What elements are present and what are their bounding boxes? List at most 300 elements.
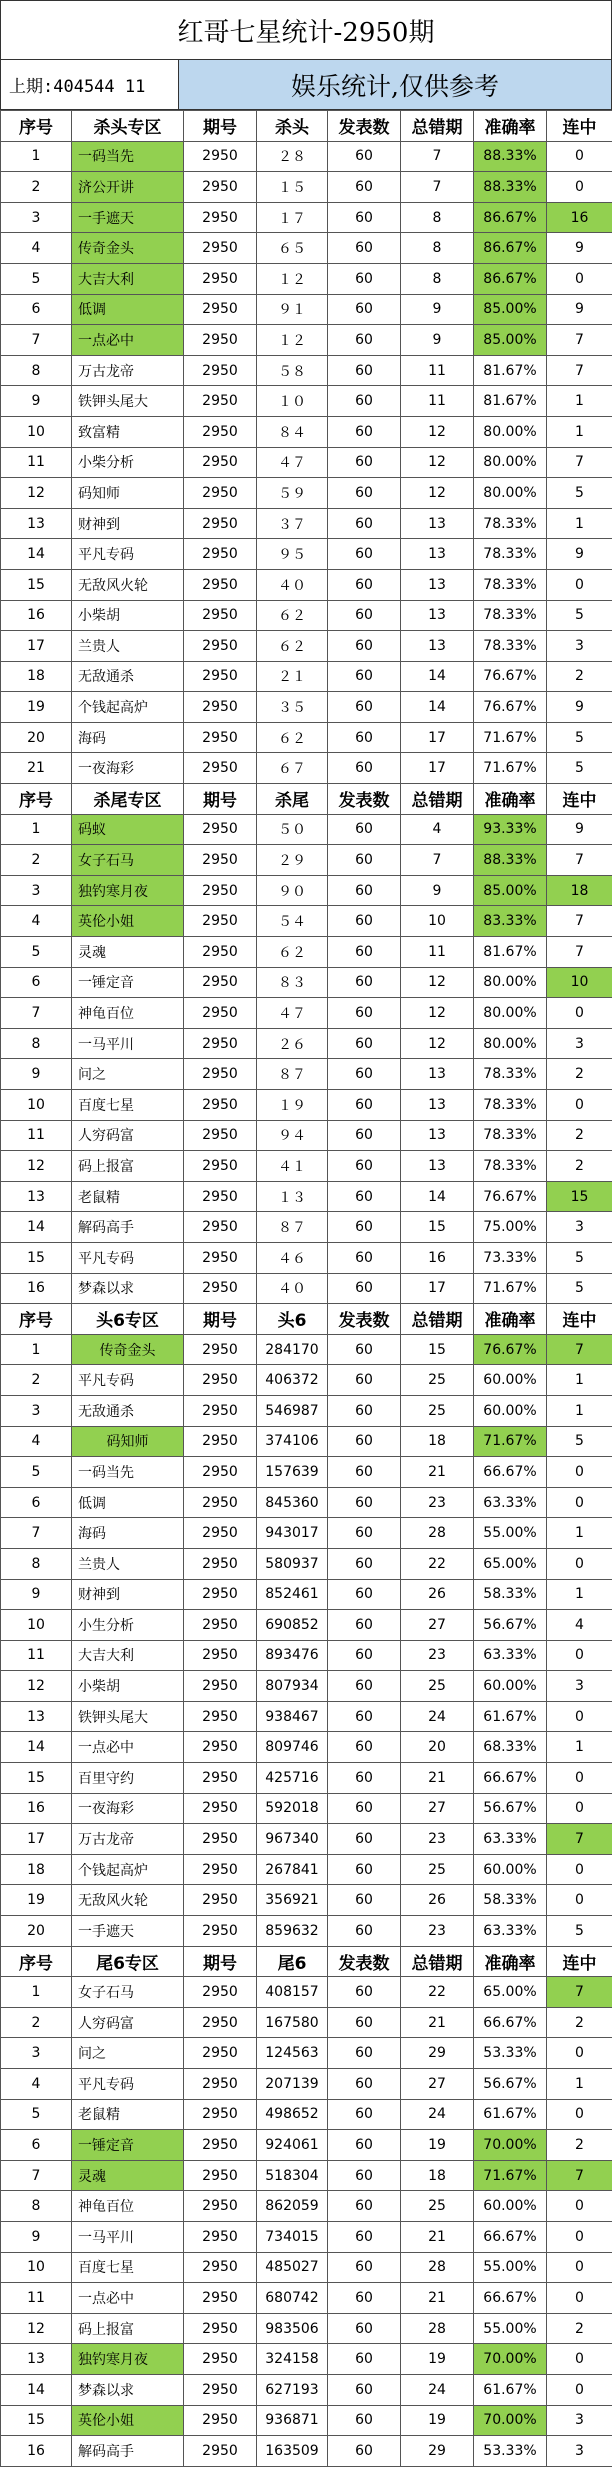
- cell-name: 独钓寒月夜: [72, 2344, 184, 2375]
- cell-errors: 12: [401, 998, 474, 1029]
- cell-value: 498652: [257, 2099, 328, 2130]
- header-issue: 期号: [184, 784, 257, 815]
- cell-name: 无敌风火轮: [72, 569, 184, 600]
- cell-index: 4: [1, 2069, 72, 2100]
- cell-index: 10: [1, 2252, 72, 2283]
- cell-streak: 5: [547, 1916, 612, 1947]
- table-row: [1, 233, 612, 264]
- header-accuracy: 准确率: [474, 784, 547, 815]
- cell-streak: 0: [547, 172, 612, 203]
- cell-index: 20: [1, 722, 72, 753]
- cell-name: 万古龙帝: [72, 1824, 184, 1855]
- cell-name: 平凡专码: [72, 539, 184, 570]
- cell-streak: 0: [547, 1640, 612, 1671]
- table-row: [1, 1426, 612, 1457]
- cell-issue: 2950: [184, 1916, 257, 1947]
- cell-accuracy: 56.67%: [474, 1793, 547, 1824]
- cell-accuracy: 63.33%: [474, 1824, 547, 1855]
- cell-index: 1: [1, 1334, 72, 1365]
- cell-value: １０: [257, 386, 328, 417]
- cell-posts: 60: [328, 355, 401, 386]
- header-posts: 发表数: [328, 1946, 401, 1977]
- cell-issue: 2950: [184, 1028, 257, 1059]
- table-row: [1, 1518, 612, 1549]
- cell-accuracy: 78.33%: [474, 1059, 547, 1090]
- cell-value: ８３: [257, 967, 328, 998]
- cell-name: 百度七星: [72, 2252, 184, 2283]
- cell-streak: 0: [547, 263, 612, 294]
- cell-issue: 2950: [184, 967, 257, 998]
- cell-posts: 60: [328, 1763, 401, 1794]
- cell-value: 893476: [257, 1640, 328, 1671]
- table-row: [1, 2069, 612, 2100]
- cell-value: １７: [257, 202, 328, 233]
- cell-accuracy: 56.67%: [474, 2069, 547, 2100]
- cell-errors: 25: [401, 1395, 474, 1426]
- table-row: [1, 631, 612, 662]
- cell-name: 一手遮天: [72, 1916, 184, 1947]
- cell-value: ９５: [257, 539, 328, 570]
- cell-value: 124563: [257, 2038, 328, 2069]
- cell-index: 2: [1, 2007, 72, 2038]
- cell-posts: 60: [328, 1334, 401, 1365]
- cell-accuracy: 63.33%: [474, 1640, 547, 1671]
- cell-name: 传奇金头: [72, 233, 184, 264]
- table-row: [1, 569, 612, 600]
- cell-accuracy: 76.67%: [474, 692, 547, 723]
- cell-index: 18: [1, 1854, 72, 1885]
- cell-errors: 7: [401, 141, 474, 172]
- cell-posts: 60: [328, 1120, 401, 1151]
- table-row: [1, 1854, 612, 1885]
- cell-posts: 60: [328, 2221, 401, 2252]
- cell-issue: 2950: [184, 1242, 257, 1273]
- table-row: [1, 1395, 612, 1426]
- cell-value: 406372: [257, 1365, 328, 1396]
- cell-value: 734015: [257, 2221, 328, 2252]
- cell-name: 老鼠精: [72, 2099, 184, 2130]
- cell-accuracy: 68.33%: [474, 1732, 547, 1763]
- cell-accuracy: 63.33%: [474, 1916, 547, 1947]
- cell-errors: 9: [401, 294, 474, 325]
- cell-issue: 2950: [184, 539, 257, 570]
- cell-index: 13: [1, 2344, 72, 2375]
- cell-value: 485027: [257, 2252, 328, 2283]
- cell-value: ６７: [257, 753, 328, 784]
- cell-name: 平凡专码: [72, 1365, 184, 1396]
- cell-issue: 2950: [184, 2283, 257, 2314]
- cell-issue: 2950: [184, 2099, 257, 2130]
- cell-accuracy: 78.33%: [474, 600, 547, 631]
- cell-name: 梦森以求: [72, 2374, 184, 2405]
- cell-accuracy: 61.67%: [474, 2374, 547, 2405]
- cell-issue: 2950: [184, 263, 257, 294]
- cell-index: 10: [1, 1090, 72, 1121]
- cell-posts: 60: [328, 906, 401, 937]
- header-errors: 总错期: [401, 784, 474, 815]
- header-issue: 期号: [184, 1946, 257, 1977]
- cell-streak: 9: [547, 294, 612, 325]
- cell-issue: 2950: [184, 1212, 257, 1243]
- cell-errors: 13: [401, 600, 474, 631]
- cell-posts: 60: [328, 1916, 401, 1947]
- cell-value: ４６: [257, 1242, 328, 1273]
- cell-value: ３７: [257, 508, 328, 539]
- cell-streak: 7: [547, 355, 612, 386]
- cell-errors: 21: [401, 2283, 474, 2314]
- cell-posts: 60: [328, 416, 401, 447]
- table-row: [1, 1916, 612, 1947]
- cell-value: ５４: [257, 906, 328, 937]
- cell-name: 一锤定音: [72, 2130, 184, 2161]
- cell-index: 5: [1, 1457, 72, 1488]
- cell-accuracy: 80.00%: [474, 478, 547, 509]
- cell-index: 12: [1, 2313, 72, 2344]
- cell-index: 10: [1, 1610, 72, 1641]
- cell-issue: 2950: [184, 2313, 257, 2344]
- cell-errors: 14: [401, 1181, 474, 1212]
- cell-index: 3: [1, 875, 72, 906]
- cell-posts: 60: [328, 967, 401, 998]
- cell-name: 一码当先: [72, 141, 184, 172]
- cell-issue: 2950: [184, 1365, 257, 1396]
- cell-accuracy: 86.67%: [474, 233, 547, 264]
- cell-posts: 60: [328, 875, 401, 906]
- cell-name: 无敌风火轮: [72, 1885, 184, 1916]
- cell-streak: 9: [547, 233, 612, 264]
- cell-index: 15: [1, 2405, 72, 2436]
- cell-accuracy: 76.67%: [474, 1181, 547, 1212]
- cell-posts: 60: [328, 1579, 401, 1610]
- cell-issue: 2950: [184, 2405, 257, 2436]
- cell-streak: 9: [547, 539, 612, 570]
- cell-streak: 2: [547, 1120, 612, 1151]
- cell-index: 8: [1, 355, 72, 386]
- cell-issue: 2950: [184, 2252, 257, 2283]
- cell-posts: 60: [328, 539, 401, 570]
- cell-index: 1: [1, 1977, 72, 2008]
- cell-accuracy: 66.67%: [474, 2283, 547, 2314]
- table-row: [1, 1457, 612, 1488]
- cell-posts: 60: [328, 386, 401, 417]
- table-row: [1, 2007, 612, 2038]
- cell-errors: 13: [401, 631, 474, 662]
- table-row: [1, 1610, 612, 1641]
- section-header-row: [1, 1946, 612, 1977]
- cell-accuracy: 60.00%: [474, 1854, 547, 1885]
- table-row: [1, 355, 612, 386]
- cell-name: 女子石马: [72, 1977, 184, 2008]
- cell-value: 518304: [257, 2160, 328, 2191]
- cell-index: 3: [1, 2038, 72, 2069]
- cell-errors: 25: [401, 1854, 474, 1885]
- table-row: [1, 1365, 612, 1396]
- cell-issue: 2950: [184, 1763, 257, 1794]
- cell-issue: 2950: [184, 1854, 257, 1885]
- cell-accuracy: 85.00%: [474, 875, 547, 906]
- cell-errors: 17: [401, 753, 474, 784]
- cell-issue: 2950: [184, 172, 257, 203]
- cell-streak: 15: [547, 1181, 612, 1212]
- cell-name: 兰贵人: [72, 1548, 184, 1579]
- cell-accuracy: 78.33%: [474, 1151, 547, 1182]
- cell-value: ２６: [257, 1028, 328, 1059]
- cell-name: 铁钾头尾大: [72, 1701, 184, 1732]
- cell-value: ６２: [257, 722, 328, 753]
- cell-streak: 0: [547, 1854, 612, 1885]
- cell-value: 267841: [257, 1854, 328, 1885]
- cell-accuracy: 61.67%: [474, 2099, 547, 2130]
- table-row: [1, 2160, 612, 2191]
- cell-errors: 9: [401, 875, 474, 906]
- header-errors: 总错期: [401, 1946, 474, 1977]
- table-row: [1, 478, 612, 509]
- cell-streak: 5: [547, 753, 612, 784]
- cell-issue: 2950: [184, 906, 257, 937]
- cell-value: 425716: [257, 1763, 328, 1794]
- cell-posts: 60: [328, 2374, 401, 2405]
- cell-accuracy: 66.67%: [474, 1763, 547, 1794]
- header-streak: 连中: [547, 111, 612, 142]
- cell-value: ５８: [257, 355, 328, 386]
- cell-streak: 0: [547, 1701, 612, 1732]
- cell-index: 6: [1, 2130, 72, 2161]
- cell-index: 5: [1, 937, 72, 968]
- table-row: [1, 722, 612, 753]
- cell-index: 16: [1, 600, 72, 631]
- cell-streak: 10: [547, 967, 612, 998]
- cell-posts: 60: [328, 1854, 401, 1885]
- cell-accuracy: 60.00%: [474, 1365, 547, 1396]
- cell-posts: 60: [328, 1090, 401, 1121]
- cell-issue: 2950: [184, 1824, 257, 1855]
- cell-errors: 4: [401, 814, 474, 845]
- cell-issue: 2950: [184, 998, 257, 1029]
- cell-index: 3: [1, 202, 72, 233]
- cell-streak: 0: [547, 1548, 612, 1579]
- cell-accuracy: 70.00%: [474, 2405, 547, 2436]
- cell-accuracy: 60.00%: [474, 1395, 547, 1426]
- cell-errors: 15: [401, 1212, 474, 1243]
- cell-accuracy: 81.67%: [474, 937, 547, 968]
- cell-issue: 2950: [184, 600, 257, 631]
- cell-streak: 3: [547, 2436, 612, 2467]
- cell-index: 18: [1, 661, 72, 692]
- stats-table: [0, 110, 612, 2467]
- cell-name: 一点必中: [72, 1732, 184, 1763]
- cell-index: 6: [1, 967, 72, 998]
- cell-posts: 60: [328, 1610, 401, 1641]
- cell-errors: 22: [401, 1977, 474, 2008]
- cell-errors: 24: [401, 2099, 474, 2130]
- cell-index: 20: [1, 1916, 72, 1947]
- cell-errors: 13: [401, 569, 474, 600]
- table-row: [1, 1793, 612, 1824]
- cell-name: 解码高手: [72, 2436, 184, 2467]
- cell-value: ６２: [257, 937, 328, 968]
- table-row: [1, 1824, 612, 1855]
- cell-streak: 0: [547, 141, 612, 172]
- cell-posts: 60: [328, 2405, 401, 2436]
- cell-errors: 8: [401, 233, 474, 264]
- cell-value: ２１: [257, 661, 328, 692]
- cell-issue: 2950: [184, 2007, 257, 2038]
- cell-streak: 5: [547, 722, 612, 753]
- cell-accuracy: 75.00%: [474, 1212, 547, 1243]
- header-posts: 发表数: [328, 1304, 401, 1335]
- cell-name: 老鼠精: [72, 1181, 184, 1212]
- cell-value: 546987: [257, 1395, 328, 1426]
- cell-name: 一点必中: [72, 325, 184, 356]
- cell-name: 英伦小姐: [72, 2405, 184, 2436]
- cell-posts: 60: [328, 998, 401, 1029]
- page-title: 红哥七星统计-2950期: [0, 0, 612, 60]
- cell-index: 7: [1, 325, 72, 356]
- cell-posts: 60: [328, 2130, 401, 2161]
- table-row: [1, 172, 612, 203]
- header-name: 杀头专区: [72, 111, 184, 142]
- cell-posts: 60: [328, 1273, 401, 1304]
- cell-index: 1: [1, 141, 72, 172]
- cell-index: 14: [1, 1212, 72, 1243]
- cell-posts: 60: [328, 1640, 401, 1671]
- cell-accuracy: 55.00%: [474, 2252, 547, 2283]
- section-header-row: [1, 111, 612, 142]
- header-index: 序号: [1, 1304, 72, 1335]
- cell-errors: 25: [401, 2191, 474, 2222]
- cell-value: 859632: [257, 1916, 328, 1947]
- cell-value: ６２: [257, 631, 328, 662]
- cell-streak: 1: [547, 1579, 612, 1610]
- cell-errors: 24: [401, 1701, 474, 1732]
- cell-posts: 60: [328, 1212, 401, 1243]
- cell-streak: 9: [547, 692, 612, 723]
- cell-errors: 24: [401, 2374, 474, 2405]
- cell-errors: 25: [401, 1365, 474, 1396]
- cell-value: 680742: [257, 2283, 328, 2314]
- cell-name: 梦森以求: [72, 1273, 184, 1304]
- cell-accuracy: 66.67%: [474, 2007, 547, 2038]
- cell-name: 百里守约: [72, 1763, 184, 1794]
- cell-errors: 22: [401, 1548, 474, 1579]
- cell-name: 问之: [72, 2038, 184, 2069]
- cell-issue: 2950: [184, 2160, 257, 2191]
- table-row: [1, 386, 612, 417]
- cell-streak: 1: [547, 508, 612, 539]
- cell-streak: 9: [547, 814, 612, 845]
- cell-posts: 60: [328, 569, 401, 600]
- cell-accuracy: 78.33%: [474, 631, 547, 662]
- cell-accuracy: 86.67%: [474, 202, 547, 233]
- section-header-row: [1, 784, 612, 815]
- cell-issue: 2950: [184, 631, 257, 662]
- cell-name: 万古龙帝: [72, 355, 184, 386]
- cell-posts: 60: [328, 2252, 401, 2283]
- header-streak: 连中: [547, 784, 612, 815]
- cell-posts: 60: [328, 1518, 401, 1549]
- cell-name: 低调: [72, 294, 184, 325]
- cell-name: 无敌通杀: [72, 1395, 184, 1426]
- cell-index: 15: [1, 1763, 72, 1794]
- cell-errors: 13: [401, 539, 474, 570]
- cell-issue: 2950: [184, 722, 257, 753]
- cell-issue: 2950: [184, 845, 257, 876]
- cell-value: ４７: [257, 447, 328, 478]
- cell-accuracy: 80.00%: [474, 998, 547, 1029]
- cell-posts: 60: [328, 1487, 401, 1518]
- cell-name: 独钓寒月夜: [72, 875, 184, 906]
- cell-posts: 60: [328, 2069, 401, 2100]
- cell-streak: 0: [547, 1090, 612, 1121]
- cell-index: 12: [1, 1671, 72, 1702]
- cell-issue: 2950: [184, 2374, 257, 2405]
- cell-issue: 2950: [184, 2436, 257, 2467]
- table-row: [1, 1059, 612, 1090]
- cell-name: 码知师: [72, 478, 184, 509]
- table-row: [1, 447, 612, 478]
- cell-name: 码蚁: [72, 814, 184, 845]
- cell-name: 女子石马: [72, 845, 184, 876]
- cell-name: 码上报富: [72, 2313, 184, 2344]
- header-streak: 连中: [547, 1946, 612, 1977]
- cell-index: 1: [1, 814, 72, 845]
- cell-name: 平凡专码: [72, 1242, 184, 1273]
- cell-errors: 18: [401, 1426, 474, 1457]
- cell-name: 大吉大利: [72, 1640, 184, 1671]
- cell-issue: 2950: [184, 569, 257, 600]
- cell-name: 一锤定音: [72, 967, 184, 998]
- cell-accuracy: 61.67%: [474, 1701, 547, 1732]
- cell-value: ４０: [257, 1273, 328, 1304]
- cell-streak: 0: [547, 998, 612, 1029]
- header-issue: 期号: [184, 1304, 257, 1335]
- cell-posts: 60: [328, 1701, 401, 1732]
- cell-issue: 2950: [184, 2069, 257, 2100]
- table-row: [1, 2313, 612, 2344]
- cell-errors: 12: [401, 1028, 474, 1059]
- cell-value: 207139: [257, 2069, 328, 2100]
- cell-errors: 21: [401, 2007, 474, 2038]
- cell-value: １５: [257, 172, 328, 203]
- cell-value: ８７: [257, 1059, 328, 1090]
- cell-streak: 5: [547, 1242, 612, 1273]
- table-row: [1, 1579, 612, 1610]
- cell-name: 财神到: [72, 508, 184, 539]
- cell-index: 6: [1, 294, 72, 325]
- cell-errors: 16: [401, 1242, 474, 1273]
- cell-issue: 2950: [184, 1548, 257, 1579]
- cell-accuracy: 66.67%: [474, 1457, 547, 1488]
- cell-index: 14: [1, 2374, 72, 2405]
- header-posts: 发表数: [328, 111, 401, 142]
- cell-index: 15: [1, 569, 72, 600]
- cell-issue: 2950: [184, 1610, 257, 1641]
- cell-index: 9: [1, 1579, 72, 1610]
- table-row: [1, 325, 612, 356]
- cell-value: ８７: [257, 1212, 328, 1243]
- cell-value: 580937: [257, 1548, 328, 1579]
- cell-issue: 2950: [184, 1977, 257, 2008]
- table-row: [1, 753, 612, 784]
- cell-value: ６５: [257, 233, 328, 264]
- cell-name: 铁钾头尾大: [72, 386, 184, 417]
- cell-index: 7: [1, 998, 72, 1029]
- cell-streak: 3: [547, 631, 612, 662]
- cell-streak: 7: [547, 1334, 612, 1365]
- cell-issue: 2950: [184, 386, 257, 417]
- cell-issue: 2950: [184, 1426, 257, 1457]
- table-row: [1, 202, 612, 233]
